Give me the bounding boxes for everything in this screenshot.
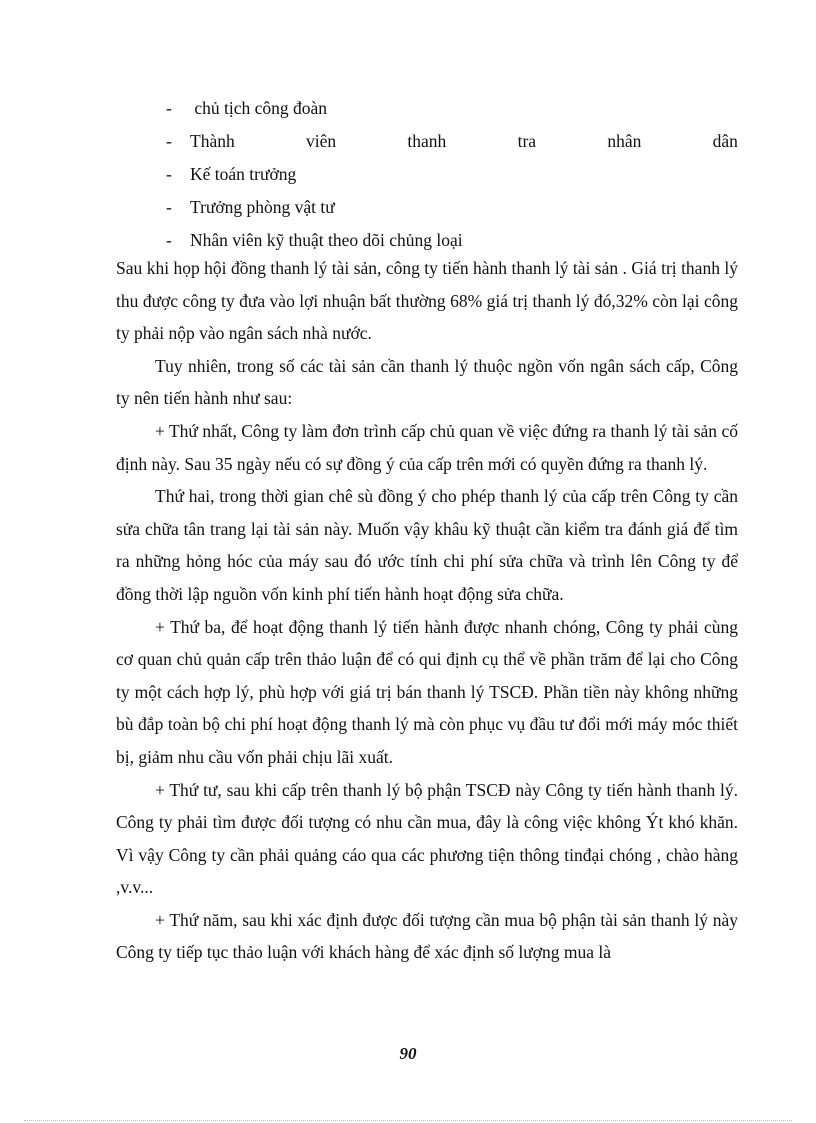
list-item-text: Trưởng phòng vật tư (190, 197, 335, 217)
footer-divider (24, 1120, 792, 1121)
list-dash: - (166, 98, 172, 118)
page-number: 90 (399, 1044, 417, 1063)
list-item (166, 125, 738, 158)
list-item-text: Nhân viên kỹ thuật theo dõi chủng loại (190, 230, 463, 250)
list-item-text: Kế toán trưởng (190, 164, 297, 184)
list-item-text (190, 125, 738, 158)
paragraph: Thứ hai, trong thời gian chê sù đồng ý cho phép thanh lý của cấp trên Công ty cần sửa chữa tân trang lại tài sản này. Muốn vậy khâu kỹ thuật cần kiểm tra đánh giá để tìm ra những hỏng hóc của máy sau đó ước tính chi phí sửa chữa và trình lên Công ty để đồng thời lập nguồn vốn kinh phí tiến hành hoạt động sửa chữa. (116, 486, 738, 604)
body-text (116, 252, 738, 969)
list-item (166, 191, 738, 224)
paragraph: + Thứ nhất, Công ty làm đơn trình cấp chủ quan về việc đứng ra thanh lý tài sản cố định này. Sau 35 ngày nếu có sự đồng ý của cấp trên mới có quyền đứng ra thanh lý. (116, 420, 738, 474)
word: tra (517, 131, 537, 151)
word: thanh (407, 131, 447, 151)
word: dân (712, 131, 738, 151)
list-item (166, 92, 738, 125)
word: viên (306, 131, 337, 151)
paragraph: + Thứ năm, sau khi xác định được đối tượng cần mua bộ phận tài sản thanh lý này Công ty tiếp tục thảo luận với khách hàng để xác định số lượng mua là (116, 909, 738, 963)
list-dash: - (166, 131, 172, 151)
list-dash: - (166, 230, 172, 250)
list-dash: - (166, 197, 172, 217)
paragraph: + Thứ ba, để hoạt động thanh lý tiến hành được nhanh chóng, Công ty phải cùng cơ quan chủ quản cấp trên thảo luận để có qui định cụ thể về phần trăm để lại cho Công ty một cách hợp lý, phù hợp với giá trị bán thanh lý TSCĐ. Phần tiền này không những bù đắp toàn bộ chi phí hoạt động thanh lý mà còn phục vụ đầu tư đổi mới máy móc thiết bị, giảm nhu cầu vốn phải chịu lãi xuất. (116, 616, 738, 767)
member-list (166, 92, 738, 257)
list-dash: - (166, 164, 172, 184)
paragraph: + Thứ tư, sau khi cấp trên thanh lý bộ phận TSCĐ này Công ty tiến hành thanh lý. Công ty phải tìm được đối tượng có nhu cần mua, đây là công việc không Ýt khó khăn. Vì vậy Công ty cần phải quảng cáo qua các phương tiện thông tinđại chóng , chào hàng ,v.v... (116, 779, 738, 898)
list-item-text: chủ tịch công đoàn (190, 98, 328, 118)
word: nhân (607, 131, 642, 151)
word: Thành (190, 131, 235, 151)
list-item (166, 158, 738, 191)
paragraph: Sau khi họp hội đồng thanh lý tài sản, công ty tiến hành thanh lý tài sản . Giá trị thanh lý thu được công ty đưa vào lợi nhuận bất thường 68% giá trị thanh lý đó,32% còn lại công ty phải nộp vào ngân sách nhà nước. (116, 258, 738, 344)
paragraph: Tuy nhiên, trong số các tài sản cần thanh lý thuộc ngồn vốn ngân sách cấp, Công ty nên tiến hành như sau: (116, 355, 738, 409)
